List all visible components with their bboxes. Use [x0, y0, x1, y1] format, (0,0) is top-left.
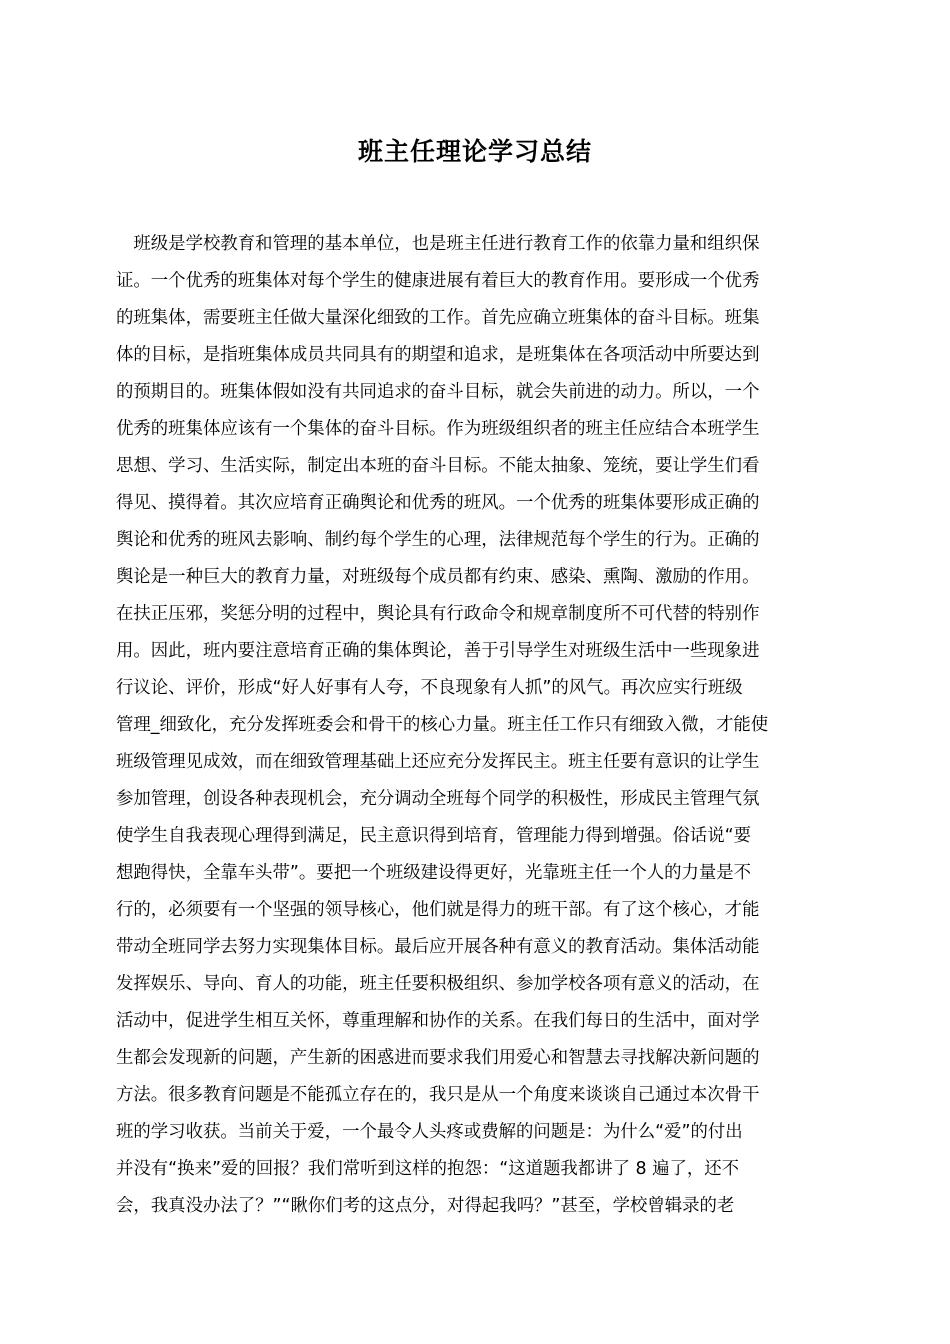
body-line: 舆论是一种巨大的教育力量，对班级每个成员都有约束、感染、熏陶、激励的作用。 — [116, 567, 760, 587]
body-line: 带动全班同学去努力实现集体目标。最后应开展各种有意义的教育活动。集体活动能 — [116, 937, 760, 957]
body-line: 行的，必须要有一个坚强的领导核心，他们就是得力的班干部。有了这个核心，才能 — [116, 900, 760, 920]
body-line: 的预期目的。班集体假如没有共同追求的奋斗目标，就会失前进的动力。所以，一个 — [116, 382, 760, 402]
body-line: 行议论、评价，形成“好人好事有人夸，不良现象有人抓”的风气。再次应实行班级 — [116, 678, 743, 698]
body-line: 想跑得快，全靠车头带”。要把一个班级建设得更好，光靠班主任一个人的力量是不 — [116, 863, 752, 883]
body-line: 班的学习收获。当前关于爱，一个最令人头疼或费解的问题是：为什么“爱”的付出 — [116, 1122, 743, 1142]
body-line: 思想、学习、生活实际，制定出本班的奋斗目标。不能太抽象、笼统，要让学生们看 — [116, 456, 760, 476]
body-line: 得见、摸得着。其次应培育正确舆论和优秀的班风。一个优秀的班集体要形成正确的 — [116, 493, 760, 513]
body-line: 并没有“换来”爱的回报？我们常听到这样的抱怨：“这道题我都讲了 8 遍了，还不 — [116, 1159, 740, 1179]
body-line: 班级是学校教育和管理的基本单位，也是班主任进行教育工作的依靠力量和组织保 — [116, 234, 760, 254]
body-line: 舆论和优秀的班风去影响、制约每个学生的心理，法律规范每个学生的行为。正确的 — [116, 530, 760, 550]
body-line: 班级管理见成效，而在细致管理基础上还应充分发挥民主。班主任要有意识的让学生 — [116, 752, 760, 772]
body-line: 生都会发现新的问题，产生新的困惑进而要求我们用爱心和智慧去寻找解决新问题的 — [116, 1048, 760, 1068]
document-title: 班主任理论学习总结 — [357, 137, 592, 166]
body-line: 优秀的班集体应该有一个集体的奋斗目标。作为班级组织者的班主任应结合本班学生 — [116, 419, 760, 439]
body-line: 发挥娱乐、导向、育人的功能，班主任要积极组织、参加学校各项有意义的活动，在 — [116, 974, 760, 994]
body-line: 用。因此，班内要注意培育正确的集体舆论，善于引导学生对班级生活中一些现象进 — [116, 641, 760, 661]
body-line: 使学生自我表现心理得到满足，民主意识得到培育，管理能力得到增强。俗话说“要 — [116, 826, 752, 846]
body-line: 在扶正压邪，奖惩分明的过程中，舆论具有行政命令和规章制度所不可代替的特别作 — [116, 604, 760, 624]
body-line: 体的目标，是指班集体成员共同具有的期望和追求，是班集体在各项活动中所要达到 — [116, 345, 760, 365]
body-line: 参加管理，创设各种表现机会，充分调动全班每个同学的积极性，形成民主管理气氛 — [116, 789, 760, 809]
body-line: 的班集体，需要班主任做大量深化细致的工作。首先应确立班集体的奋斗目标。班集 — [116, 308, 760, 328]
document-body — [116, 226, 836, 1225]
body-line: 证。一个优秀的班集体对每个学生的健康进展有着巨大的教育作用。要形成一个优秀 — [116, 271, 760, 291]
body-line: 方法。很多教育问题是不能孤立存在的，我只是从一个角度来谈谈自己通过本次骨干 — [116, 1085, 760, 1105]
body-line: 管理_细致化，充分发挥班委会和骨干的核心力量。班主任工作只有细致入微，才能使 — [116, 715, 769, 735]
body-line: 会，我真没办法了？”“瞅你们考的这点分，对得起我吗？”甚至，学校曾辑录的老 — [116, 1196, 735, 1216]
body-line: 活动中，促进学生相互关怀，尊重理解和协作的关系。在我们每日的生活中，面对学 — [116, 1011, 760, 1031]
